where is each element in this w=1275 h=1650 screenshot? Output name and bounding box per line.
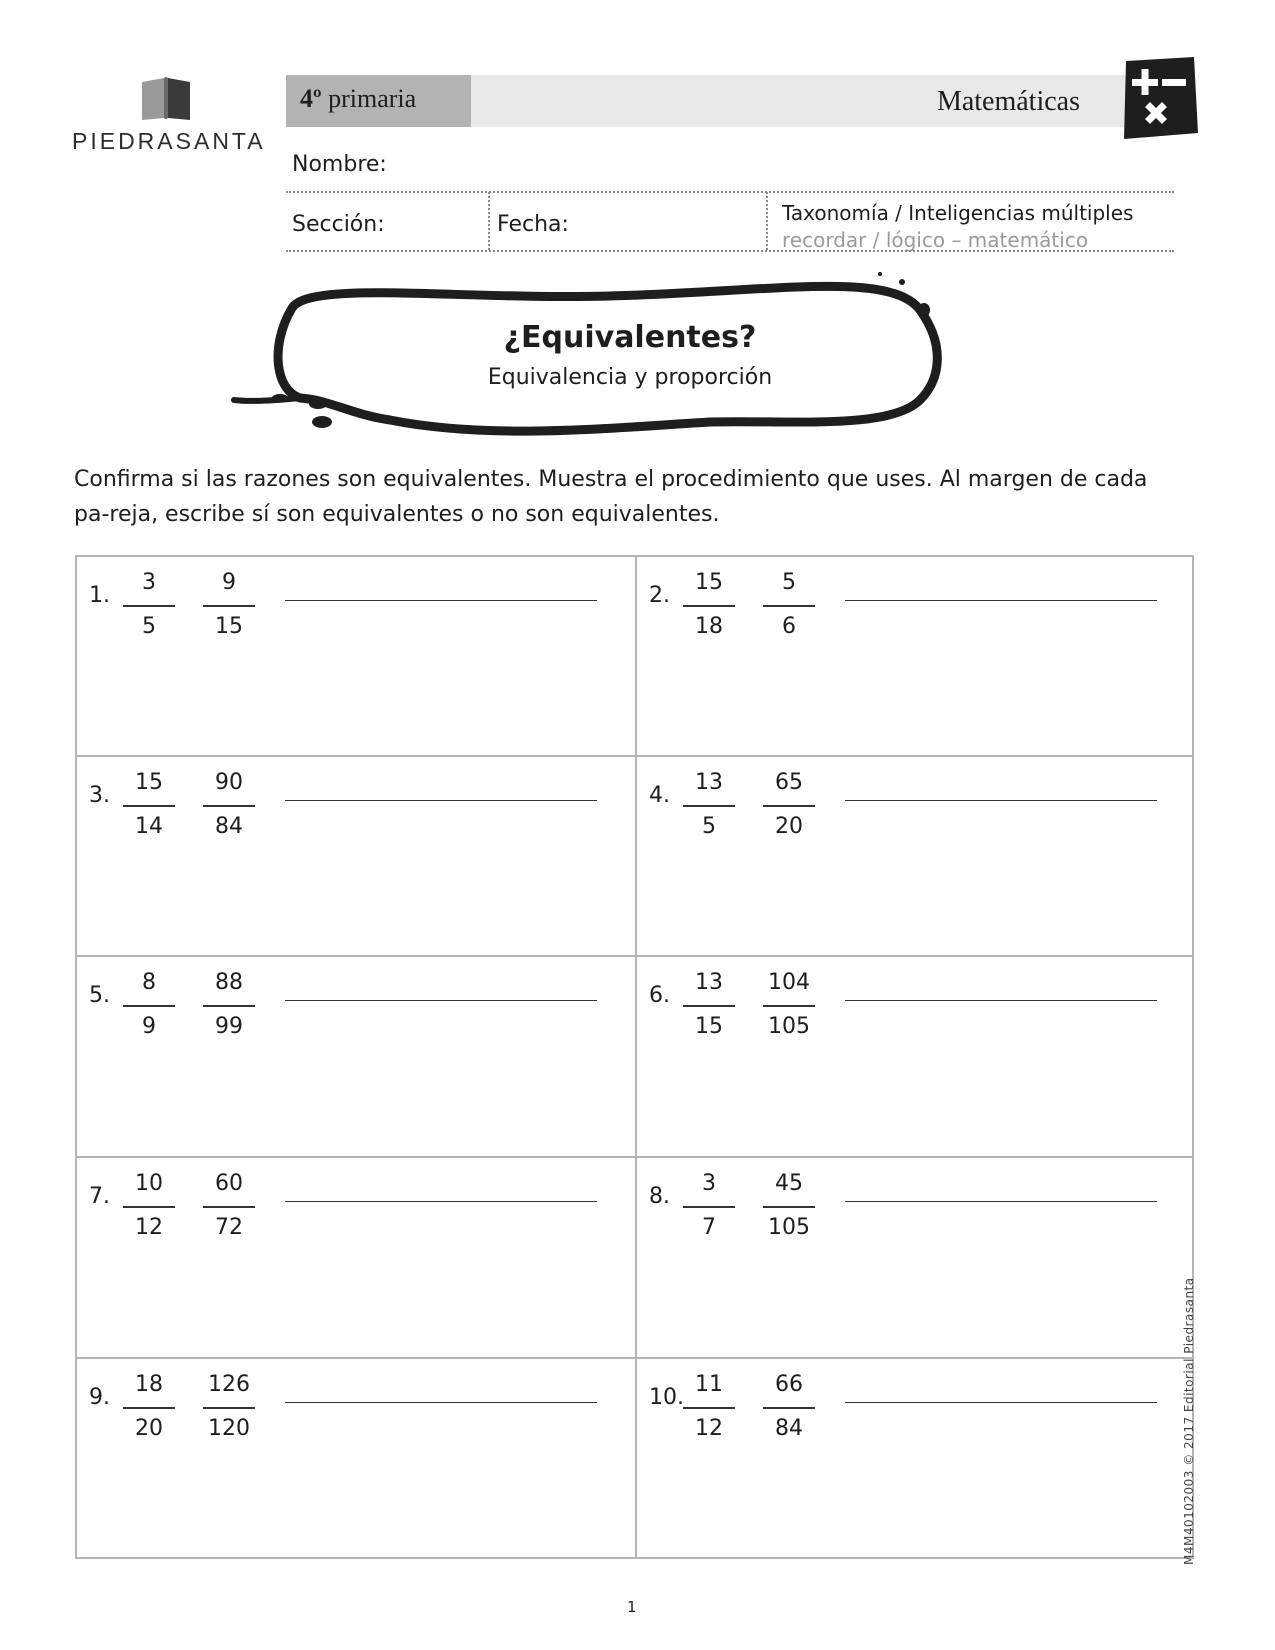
numerator: 15: [135, 770, 163, 795]
fraction: [203, 569, 255, 641]
page-subtitle: Equivalencia y proporción: [487, 365, 773, 390]
denominator: 20: [775, 814, 803, 839]
numerator: 11: [695, 1372, 723, 1397]
answer-line[interactable]: [845, 600, 1157, 601]
fraction: [683, 569, 735, 641]
grade-word: primaria: [328, 84, 417, 113]
fraction-bar: [123, 1206, 175, 1208]
answer-line[interactable]: [285, 800, 597, 801]
open-book-logo-icon: [140, 74, 192, 122]
numerator: 65: [775, 770, 803, 795]
numerator: 104: [768, 970, 810, 995]
fraction-bar: [203, 1005, 255, 1007]
denominator: 15: [215, 614, 243, 639]
form-divider: [286, 250, 1174, 252]
denominator: 99: [215, 1014, 243, 1039]
answer-line[interactable]: [845, 1402, 1157, 1403]
numerator: 3: [702, 1171, 716, 1196]
exercise-number: 9.: [89, 1385, 110, 1410]
exercise-cell: [635, 955, 1195, 1155]
exercise-cell: [75, 1357, 635, 1557]
fraction-bar: [203, 1206, 255, 1208]
denominator: 9: [142, 1014, 156, 1039]
answer-line[interactable]: [285, 1000, 597, 1001]
fraction-bar: [763, 805, 815, 807]
fraction: [203, 1371, 255, 1443]
form-divider: [766, 192, 768, 250]
fraction: [683, 1170, 735, 1242]
numerator: 10: [135, 1171, 163, 1196]
fraction: [123, 569, 175, 641]
numerator: 8: [142, 970, 156, 995]
fraction: [763, 969, 815, 1041]
numerator: 45: [775, 1171, 803, 1196]
date-label: Fecha:: [497, 212, 569, 237]
exercise-cell: [635, 1156, 1195, 1356]
fraction: [203, 769, 255, 841]
fraction: [683, 769, 735, 841]
instructions: Confirma si las razones son equivalentes. Muestra el procedimiento que uses. Al margen de cada pa-reja, escribe sí son equivalentes o no son equivalentes.: [74, 467, 1148, 527]
publisher-logo-text: PIEDRASANTA: [72, 128, 266, 154]
numerator: 66: [775, 1372, 803, 1397]
fraction: [683, 1371, 735, 1443]
speech-bubble: [230, 270, 990, 450]
fraction-bar: [123, 1407, 175, 1409]
form-divider: [488, 192, 490, 250]
fraction-bar: [123, 805, 175, 807]
fraction-bar: [203, 1407, 255, 1409]
exercise-number: 2.: [649, 583, 670, 608]
fraction-bar: [683, 1206, 735, 1208]
numerator: 60: [215, 1171, 243, 1196]
denominator: 84: [215, 814, 243, 839]
fraction-bar: [763, 605, 815, 607]
answer-line[interactable]: [285, 600, 597, 601]
denominator: 120: [208, 1416, 250, 1441]
denominator: 5: [702, 814, 716, 839]
section-label: Sección:: [292, 212, 385, 237]
subject-title: Matemáticas: [936, 86, 1080, 117]
denominator: 12: [135, 1215, 163, 1240]
fraction-bar: [123, 605, 175, 607]
denominator: 20: [135, 1416, 163, 1441]
fraction: [123, 969, 175, 1041]
plus-minus-times-icon: [1118, 55, 1200, 142]
exercise-cell: [635, 555, 1195, 755]
grade-label: [300, 84, 416, 114]
denominator: 14: [135, 814, 163, 839]
exercise-cell: [75, 1156, 635, 1356]
grade-number: 4º: [300, 84, 322, 113]
exercise-number: 3.: [89, 783, 110, 808]
fraction-bar: [123, 1005, 175, 1007]
fraction: [763, 1170, 815, 1242]
copyright-note: M4M40102003 © 2017 Editorial Piedrasanta: [1182, 1277, 1196, 1565]
fraction: [683, 969, 735, 1041]
exercise-number: 10.: [649, 1385, 684, 1410]
numerator: 15: [695, 570, 723, 595]
fraction-bar: [683, 805, 735, 807]
answer-line[interactable]: [845, 1000, 1157, 1001]
exercise-cell: [75, 555, 635, 755]
numerator: 13: [695, 770, 723, 795]
exercise-number: 1.: [89, 583, 110, 608]
page-number: 1: [627, 1598, 637, 1616]
fraction: [123, 1170, 175, 1242]
fraction-bar: [763, 1005, 815, 1007]
denominator: 105: [768, 1014, 810, 1039]
denominator: 84: [775, 1416, 803, 1441]
numerator: 18: [135, 1372, 163, 1397]
fraction-bar: [203, 805, 255, 807]
answer-line[interactable]: [845, 800, 1157, 801]
answer-line[interactable]: [285, 1201, 597, 1202]
exercise-number: 5.: [89, 983, 110, 1008]
exercise-cell: [635, 755, 1195, 955]
numerator: 90: [215, 770, 243, 795]
fraction: [763, 1371, 815, 1443]
fraction-bar: [763, 1206, 815, 1208]
numerator: 88: [215, 970, 243, 995]
fraction-bar: [683, 1005, 735, 1007]
denominator: 18: [695, 614, 723, 639]
form-divider: [286, 191, 1174, 193]
exercise-cell: [635, 1357, 1195, 1557]
fraction: [123, 1371, 175, 1443]
taxonomy-value: recordar / lógico – matemático: [782, 228, 1089, 252]
name-label: Nombre:: [292, 152, 387, 177]
exercise-number: 4.: [649, 783, 670, 808]
denominator: 105: [768, 1215, 810, 1240]
numerator: 9: [222, 570, 236, 595]
exercise-number: 6.: [649, 983, 670, 1008]
fraction-bar: [683, 605, 735, 607]
fraction-bar: [203, 605, 255, 607]
exercise-number: 8.: [649, 1184, 670, 1209]
answer-line[interactable]: [285, 1402, 597, 1403]
numerator: 13: [695, 970, 723, 995]
page-title: ¿Equivalentes?: [503, 320, 757, 355]
fraction: [763, 769, 815, 841]
denominator: 7: [702, 1215, 716, 1240]
fraction: [763, 569, 815, 641]
denominator: 12: [695, 1416, 723, 1441]
taxonomy-label: Taxonomía / Inteligencias múltiples: [782, 201, 1134, 225]
exercise-cell: [75, 755, 635, 955]
answer-line[interactable]: [845, 1201, 1157, 1202]
denominator: 72: [215, 1215, 243, 1240]
exercise-number: 7.: [89, 1184, 110, 1209]
denominator: 15: [695, 1014, 723, 1039]
numerator: 5: [782, 570, 796, 595]
denominator: 6: [782, 614, 796, 639]
numerator: 3: [142, 570, 156, 595]
denominator: 5: [142, 614, 156, 639]
fraction-bar: [763, 1407, 815, 1409]
fraction: [123, 769, 175, 841]
fraction-bar: [683, 1407, 735, 1409]
exercise-cell: [75, 955, 635, 1155]
numerator: 126: [208, 1372, 250, 1397]
fraction: [203, 1170, 255, 1242]
fraction: [203, 969, 255, 1041]
